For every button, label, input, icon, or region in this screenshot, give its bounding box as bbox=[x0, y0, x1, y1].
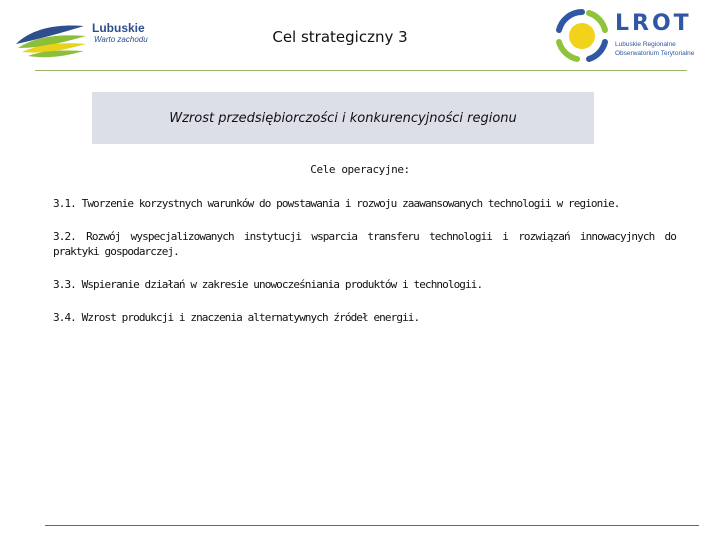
footer-divider bbox=[45, 525, 699, 526]
lubuskie-wordmark bbox=[92, 21, 148, 45]
lrot-subtitle-line1: Lubuskie Regionalne bbox=[615, 41, 676, 48]
lubuskie-emblem-icon bbox=[14, 18, 90, 62]
lubuskie-logo bbox=[14, 18, 164, 62]
strategic-goal-text: Wzrost przedsiębiorczości i konkurencyjności regionu bbox=[169, 110, 517, 126]
lrot-sun-icon bbox=[553, 8, 611, 64]
lrot-name: LROT bbox=[615, 11, 692, 36]
objective-item: 3.1. Tworzenie korzystnych warunków do powstawania i rozwoju zaawansowanych technologii w regionie. bbox=[53, 197, 620, 210]
objective-item: 3.2. Rozwój wyspecjalizowanych instytucji wsparcia transferu technologii i rozwiązań innowacyjnych do praktyki gospodarczej. bbox=[53, 230, 676, 258]
page-title: Cel strategiczny 3 bbox=[272, 28, 408, 46]
lubuskie-name: Lubuskie bbox=[92, 21, 145, 35]
lubuskie-tagline: Warto zachodu bbox=[94, 35, 148, 44]
objectives-list bbox=[53, 196, 676, 343]
operational-goals-heading: Cele operacyjne: bbox=[310, 163, 410, 176]
header-divider bbox=[35, 70, 687, 71]
strategic-goal-box bbox=[92, 92, 594, 144]
lrot-logo bbox=[553, 8, 703, 64]
objective-item: 3.4. Wzrost produkcji i znaczenia alternatywnych źródeł energii. bbox=[53, 311, 420, 324]
objective-item: 3.3. Wspieranie działań w zakresie unowocześniania produktów i technologii. bbox=[53, 278, 483, 291]
lrot-subtitle bbox=[615, 40, 705, 58]
lrot-subtitle-line2: Obserwatorium Terytorialne bbox=[615, 50, 695, 57]
